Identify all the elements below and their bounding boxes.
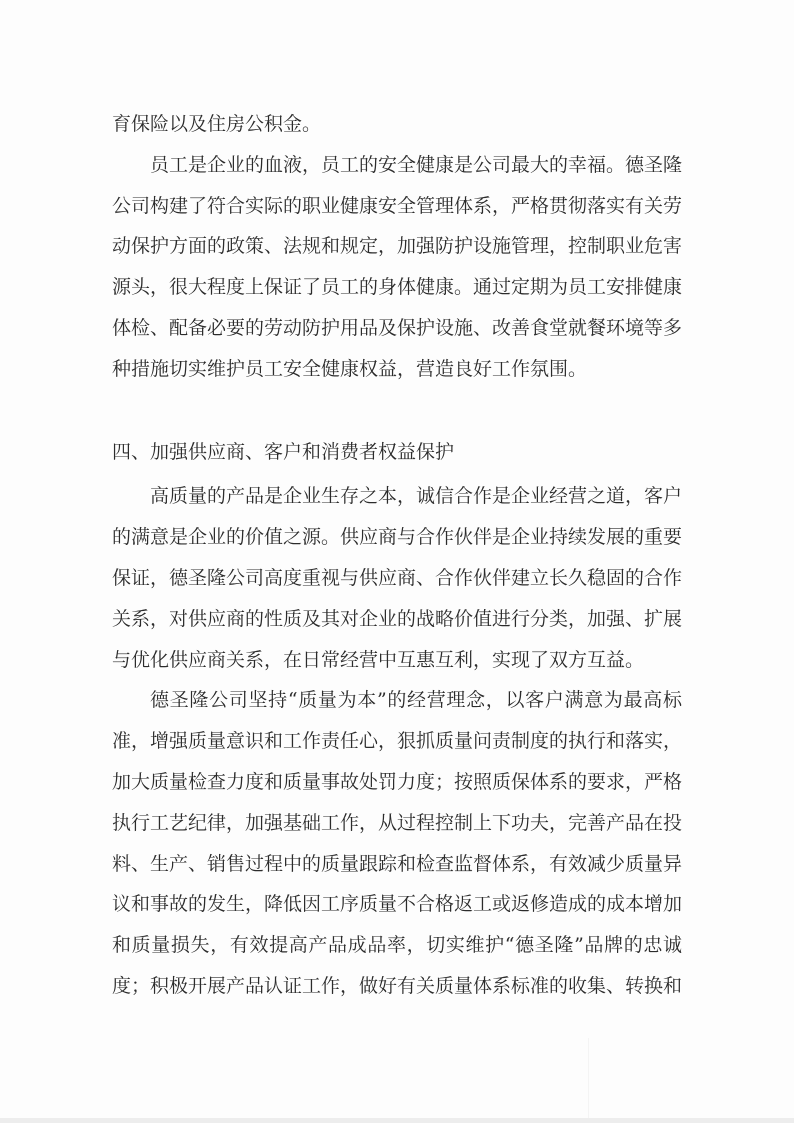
text-line: 保证，德圣隆公司高度重视与供应商、合作伙伴建立长久稳固的合作 [112, 566, 682, 589]
text-line: 员工是企业的血液，员工的安全健康是公司最大的幸福。德圣隆 [150, 153, 682, 176]
text-line: 准，增强质量意识和工作责任心，狠抓质量问责制度的执行和落实， [112, 730, 682, 753]
text-line: 加大质量检查力度和质量事故处罚力度；按照质保体系的要求，严格 [112, 770, 682, 793]
text-line: 关系，对供应商的性质及其对企业的战略价值进行分类，加强、扩展 [112, 607, 682, 630]
scan-edge-shadow [0, 1118, 794, 1123]
document-body [112, 104, 682, 1007]
text-line: 与优化供应商关系，在日常经营中互惠互利，实现了双方互益。 [112, 648, 645, 671]
paragraph-supplier-customer [112, 476, 682, 680]
paragraph-employee-health [112, 145, 682, 390]
text-line: 料、生产、销售过程中的质量跟踪和检查监督体系，有效减少质量异 [112, 852, 682, 875]
paragraph-quality-management [112, 680, 682, 1006]
text-line: 议和事故的发生，降低因工序质量不合格返工或返修造成的成本增加 [112, 893, 682, 916]
text-line: 高质量的产品是企业生存之本，诚信合作是企业经营之道，客户 [150, 485, 682, 508]
text-line: 育保险以及住房公积金。 [112, 113, 322, 135]
section-heading: 四、加强供应商、客户和消费者权益保护 [112, 440, 455, 463]
text-line: 体检、配备必要的劳动防护用品及保护设施、改善食堂就餐环境等多 [112, 316, 682, 339]
scan-artifact-line [588, 1038, 589, 1118]
text-line: 德圣隆公司坚持“质量为本”的经营理念，以客户满意为最高标 [150, 689, 682, 712]
text-line: 公司构建了符合实际的职业健康安全管理体系，严格贯彻落实有关劳 [112, 194, 682, 217]
text-line: 度；积极开展产品认证工作，做好有关质量体系标准的收集、转换和 [112, 974, 682, 997]
text-line: 和质量损失，有效提高产品成品率，切实维护“德圣隆”品牌的忠诚 [112, 934, 682, 957]
text-line: 动保护方面的政策、法规和规定，加强防护设施管理，控制职业危害 [112, 235, 682, 258]
text-line: 的满意是企业的价值之源。供应商与合作伙伴是企业持续发展的重要 [112, 526, 682, 549]
text-line: 执行工艺纪律，加强基础工作，从过程控制上下功夫，完善产品在投 [112, 811, 682, 834]
text-line: 源头，很大程度上保证了员工的身体健康。通过定期为员工安排健康 [112, 276, 682, 299]
paragraph-continuation [112, 104, 682, 145]
text-line: 种措施切实维护员工安全健康权益，营造良好工作氛围。 [112, 357, 588, 380]
